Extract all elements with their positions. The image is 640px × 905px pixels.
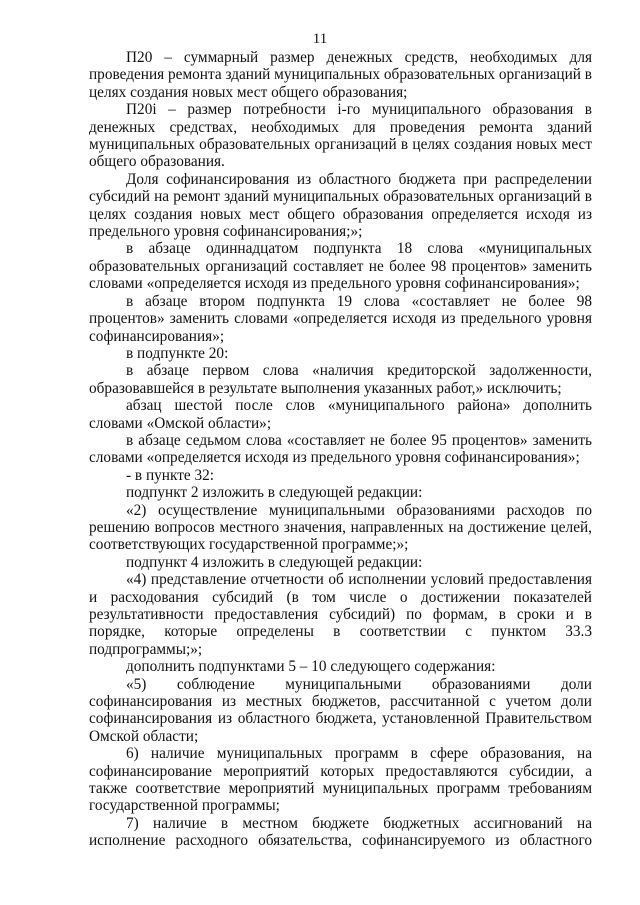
paragraph: в абзаце первом слова «наличия кредиторской задолженности, образовавшейся в результате выполнения указанных работ,» исключить; (89, 362, 592, 397)
paragraph: «4) представление отчетности об исполнении условий предоставления и расходования субсидий (в том числе о достижении показателей результативности предоставления субсидий) по формам, в сроки и в порядке, которые определены в соответствии с пунктом 33.3 подпрограммы;»; (89, 571, 592, 658)
paragraph: в подпункте 20: (126, 344, 229, 362)
document-body (89, 49, 592, 850)
paragraph: Доля софинансирования из областного бюджета при распределении субсидий на ремонт зданий муниципальных образовательных организаций в целях создания новых мест общего образования определяется исходя из предельного уровня софинансирования;»; (89, 170, 592, 241)
paragraph: «2) осуществление муниципальными образованиями расходов по решению вопросов местного значения, направленных на достижение целей, соответствующих государственной программе;»; (89, 501, 592, 554)
paragraph: 7) наличие в местном бюджете бюджетных ассигнований на исполнение расходного обязательства, софинансируемого из областного (89, 814, 592, 850)
paragraph: в абзаце седьмом слова «составляет не более 95 процентов» заменить словами «определяется исходя из предельного уровня софинансирования»; (89, 431, 592, 467)
paragraph: подпункт 2 изложить в следующей редакции: (126, 484, 423, 502)
paragraph: дополнить подпунктами 5 – 10 следующего содержания: (126, 658, 496, 676)
paragraph: подпункт 4 изложить в следующей редакции: (126, 553, 423, 571)
paragraph: «5) соблюдение муниципальными образованиями доли софинансирования из местных бюджетов, рассчитанной с учетом доли софинансирования из областного бюджета, установленной Правительством Омской области; (89, 675, 592, 745)
paragraph: - в пункте 32: (126, 466, 215, 484)
paragraph: П20 – суммарный размер денежных средств, необходимых для проведения ремонта зданий муниципальных образовательных организаций в целях создания новых мест общего образования; (89, 49, 592, 101)
paragraph: 6) наличие муниципальных программ в сфере образования, на софинансирование мероприятий которых предоставляются субсидии, а также соответствие мероприятий муниципальных программ требованиям государственной программы; (89, 745, 592, 815)
paragraph: в абзаце одиннадцатом подпункта 18 слова «муниципальных образовательных организаций составляет не более 98 процентов» заменить словами «определяется исходя из предельного уровня софинансирования»; (89, 240, 592, 293)
paragraph: абзац шестой после слов «муниципального района» дополнить словами «Омской области»; (89, 397, 592, 432)
paragraph: в абзаце втором подпункта 19 слова «составляет не более 98 процентов» заменить словами «определяется исходя из предельного уровня софинансирования»; (89, 292, 592, 345)
page-number: 11 (312, 31, 328, 47)
paragraph: П20i – размер потребности i-го муниципального образования в денежных средствах, необходимых для проведения ремонта зданий муниципальных образовательных организаций в целях создания новых мест общего образования. (89, 101, 592, 171)
